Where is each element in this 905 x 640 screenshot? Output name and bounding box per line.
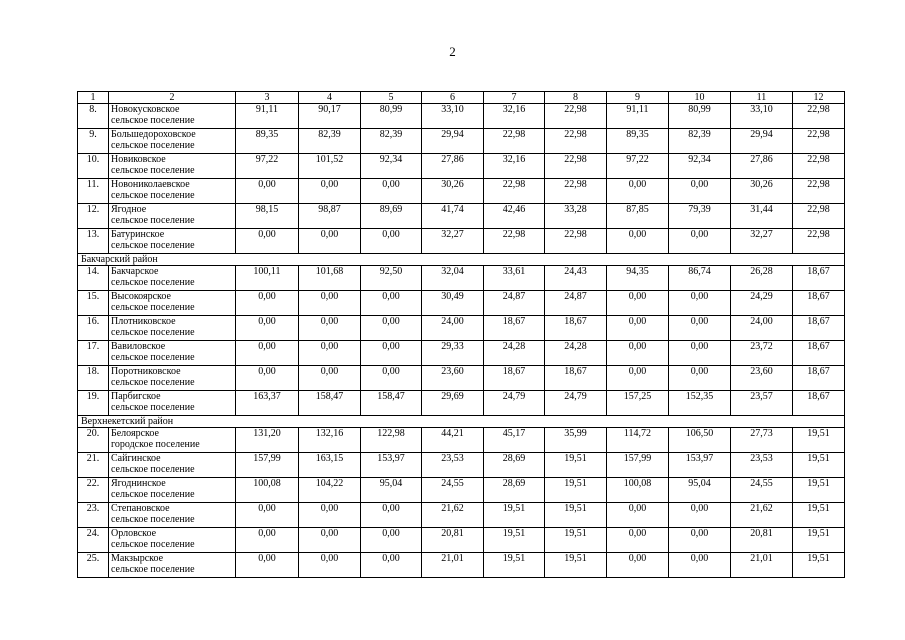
settlement-name-line: сельское поселение — [111, 215, 195, 226]
value-cell: 22,98 — [545, 154, 607, 179]
table-row — [78, 341, 845, 366]
row-number: 23. — [78, 503, 109, 528]
row-number: 9. — [78, 129, 109, 154]
settlement-name-line: сельское поселение — [111, 377, 195, 388]
settlement-name — [109, 528, 236, 553]
row-number: 24. — [78, 528, 109, 553]
value-cell: 32,27 — [422, 229, 484, 254]
value-cell: 0,00 — [607, 179, 669, 204]
value-cell: 24,87 — [545, 291, 607, 316]
value-cell: 18,67 — [484, 316, 545, 341]
table-row — [78, 129, 845, 154]
value-cell: 82,39 — [669, 129, 731, 154]
value-cell: 22,98 — [545, 229, 607, 254]
row-number: 14. — [78, 266, 109, 291]
value-cell: 90,17 — [299, 104, 361, 129]
value-cell: 0,00 — [361, 528, 422, 553]
row-number: 17. — [78, 341, 109, 366]
value-cell: 35,99 — [545, 428, 607, 453]
value-cell: 0,00 — [299, 528, 361, 553]
settlement-name-line: сельское поселение — [111, 564, 195, 575]
value-cell: 101,52 — [299, 154, 361, 179]
settlement-name-line: Макзырское — [111, 553, 164, 564]
value-cell: 23,53 — [422, 453, 484, 478]
value-cell: 0,00 — [236, 503, 299, 528]
value-cell: 97,22 — [607, 154, 669, 179]
value-cell: 23,53 — [731, 453, 793, 478]
value-cell: 131,20 — [236, 428, 299, 453]
column-header: 1 — [78, 92, 109, 104]
value-cell: 44,21 — [422, 428, 484, 453]
settlement-name — [109, 391, 236, 416]
settlement-name-line: Сайгинское — [111, 453, 161, 464]
value-cell: 100,08 — [607, 478, 669, 503]
value-cell: 18,67 — [545, 316, 607, 341]
value-cell: 152,35 — [669, 391, 731, 416]
column-header: 11 — [731, 92, 793, 104]
value-cell: 92,50 — [361, 266, 422, 291]
value-cell: 23,60 — [731, 366, 793, 391]
row-number: 8. — [78, 104, 109, 129]
value-cell: 89,35 — [607, 129, 669, 154]
value-cell: 22,98 — [793, 129, 845, 154]
settlement-name — [109, 453, 236, 478]
value-cell: 0,00 — [299, 179, 361, 204]
settlement-name-line: Большедороховское — [111, 129, 196, 140]
value-cell: 20,81 — [731, 528, 793, 553]
value-cell: 132,16 — [299, 428, 361, 453]
value-cell: 19,51 — [484, 503, 545, 528]
value-cell: 87,85 — [607, 204, 669, 229]
settlement-name-line: Вавиловское — [111, 341, 166, 352]
value-cell: 24,00 — [422, 316, 484, 341]
value-cell: 22,98 — [545, 129, 607, 154]
value-cell: 23,60 — [422, 366, 484, 391]
page-number: 2 — [449, 44, 456, 59]
value-cell: 158,47 — [299, 391, 361, 416]
settlement-name-line: Парбигское — [111, 391, 161, 402]
settlement-name-line: сельское поселение — [111, 489, 195, 500]
settlement-name — [109, 341, 236, 366]
value-cell: 32,27 — [731, 229, 793, 254]
value-cell: 22,98 — [484, 229, 545, 254]
value-cell: 23,72 — [731, 341, 793, 366]
value-cell: 19,51 — [545, 478, 607, 503]
value-cell: 163,15 — [299, 453, 361, 478]
table-row — [78, 391, 845, 416]
value-cell: 22,98 — [793, 229, 845, 254]
value-cell: 92,34 — [361, 154, 422, 179]
value-cell: 91,11 — [607, 104, 669, 129]
row-number: 12. — [78, 204, 109, 229]
value-cell: 122,98 — [361, 428, 422, 453]
column-header: 2 — [109, 92, 236, 104]
value-cell: 0,00 — [669, 291, 731, 316]
row-number: 21. — [78, 453, 109, 478]
value-cell: 18,67 — [793, 366, 845, 391]
settlement-name-line: сельское поселение — [111, 514, 195, 525]
value-cell: 32,16 — [484, 104, 545, 129]
value-cell: 97,22 — [236, 154, 299, 179]
value-cell: 30,26 — [422, 179, 484, 204]
row-number: 18. — [78, 366, 109, 391]
value-cell: 0,00 — [607, 366, 669, 391]
value-cell: 19,51 — [545, 453, 607, 478]
value-cell: 30,26 — [731, 179, 793, 204]
value-cell: 19,51 — [484, 553, 545, 578]
settlement-name — [109, 204, 236, 229]
value-cell: 100,08 — [236, 478, 299, 503]
value-cell: 45,17 — [484, 428, 545, 453]
header-row — [78, 92, 845, 104]
value-cell: 27,86 — [422, 154, 484, 179]
table-row — [78, 316, 845, 341]
value-cell: 23,57 — [731, 391, 793, 416]
value-cell: 19,51 — [793, 453, 845, 478]
settlement-name — [109, 503, 236, 528]
value-cell: 95,04 — [669, 478, 731, 503]
value-cell: 0,00 — [299, 229, 361, 254]
value-cell: 22,98 — [793, 179, 845, 204]
value-cell: 82,39 — [299, 129, 361, 154]
settlement-name-line: городское поселение — [111, 439, 200, 450]
value-cell: 92,34 — [669, 154, 731, 179]
value-cell: 32,04 — [422, 266, 484, 291]
value-cell: 19,51 — [793, 478, 845, 503]
value-cell: 33,10 — [731, 104, 793, 129]
value-cell: 22,98 — [484, 129, 545, 154]
settlement-name — [109, 428, 236, 453]
value-cell: 24,43 — [545, 266, 607, 291]
value-cell: 19,51 — [793, 528, 845, 553]
settlement-name-line: сельское поселение — [111, 464, 195, 475]
table-row — [78, 179, 845, 204]
value-cell: 157,99 — [607, 453, 669, 478]
value-cell: 98,87 — [299, 204, 361, 229]
column-header: 3 — [236, 92, 299, 104]
settlement-name-line: сельское поселение — [111, 539, 195, 550]
value-cell: 158,47 — [361, 391, 422, 416]
value-cell: 18,67 — [545, 366, 607, 391]
settlement-name-line: Плотниковское — [111, 316, 176, 327]
value-cell: 0,00 — [236, 316, 299, 341]
settlement-name-line: сельское поселение — [111, 277, 195, 288]
value-cell: 42,46 — [484, 204, 545, 229]
column-header: 12 — [793, 92, 845, 104]
value-cell: 19,51 — [793, 428, 845, 453]
value-cell: 153,97 — [361, 453, 422, 478]
value-cell: 153,97 — [669, 453, 731, 478]
value-cell: 19,51 — [793, 553, 845, 578]
value-cell: 24,79 — [484, 391, 545, 416]
table-row — [78, 528, 845, 553]
value-cell: 89,69 — [361, 204, 422, 229]
value-cell: 24,28 — [484, 341, 545, 366]
value-cell: 0,00 — [669, 528, 731, 553]
settlement-name — [109, 478, 236, 503]
settlement-name-line: сельское поселение — [111, 327, 195, 338]
value-cell: 0,00 — [299, 291, 361, 316]
value-cell: 29,94 — [731, 129, 793, 154]
value-cell: 0,00 — [361, 229, 422, 254]
value-cell: 0,00 — [361, 316, 422, 341]
column-header: 7 — [484, 92, 545, 104]
value-cell: 22,98 — [545, 104, 607, 129]
value-cell: 29,33 — [422, 341, 484, 366]
value-cell: 0,00 — [299, 341, 361, 366]
value-cell: 18,67 — [793, 266, 845, 291]
settlement-name-line: Новиковское — [111, 154, 166, 165]
value-cell: 114,72 — [607, 428, 669, 453]
settlement-name-line: сельское поселение — [111, 115, 195, 126]
value-cell: 0,00 — [361, 503, 422, 528]
value-cell: 24,55 — [731, 478, 793, 503]
row-number: 16. — [78, 316, 109, 341]
value-cell: 157,99 — [236, 453, 299, 478]
value-cell: 19,51 — [545, 528, 607, 553]
value-cell: 18,67 — [793, 391, 845, 416]
district-label: Бакчарский район — [78, 254, 845, 266]
district-group-row — [78, 254, 845, 266]
settlement-name-line: Ягоднинское — [111, 478, 166, 489]
row-number: 13. — [78, 229, 109, 254]
value-cell: 24,79 — [545, 391, 607, 416]
settlement-name — [109, 179, 236, 204]
value-cell: 19,51 — [484, 528, 545, 553]
value-cell: 95,04 — [361, 478, 422, 503]
settlement-name — [109, 553, 236, 578]
value-cell: 21,01 — [731, 553, 793, 578]
value-cell: 104,22 — [299, 478, 361, 503]
table-row — [78, 428, 845, 453]
settlement-name-line: Орловское — [111, 528, 157, 539]
table-row — [78, 291, 845, 316]
value-cell: 0,00 — [361, 291, 422, 316]
settlement-name — [109, 104, 236, 129]
value-cell: 41,74 — [422, 204, 484, 229]
value-cell: 157,25 — [607, 391, 669, 416]
district-label: Верхнекетский район — [78, 416, 845, 428]
value-cell: 80,99 — [669, 104, 731, 129]
value-cell: 101,68 — [299, 266, 361, 291]
value-cell: 33,10 — [422, 104, 484, 129]
value-cell: 21,01 — [422, 553, 484, 578]
row-number: 20. — [78, 428, 109, 453]
value-cell: 98,15 — [236, 204, 299, 229]
table-row — [78, 478, 845, 503]
column-header: 9 — [607, 92, 669, 104]
value-cell: 28,69 — [484, 478, 545, 503]
table-row — [78, 104, 845, 129]
value-cell: 21,62 — [731, 503, 793, 528]
value-cell: 22,98 — [545, 179, 607, 204]
value-cell: 0,00 — [607, 291, 669, 316]
settlement-name — [109, 229, 236, 254]
table-row — [78, 503, 845, 528]
value-cell: 0,00 — [236, 553, 299, 578]
value-cell: 0,00 — [236, 528, 299, 553]
value-cell: 22,98 — [793, 204, 845, 229]
value-cell: 0,00 — [236, 291, 299, 316]
settlement-name-line: Батуринское — [111, 229, 165, 240]
settlement-name-line: сельское поселение — [111, 190, 195, 201]
value-cell: 24,29 — [731, 291, 793, 316]
value-cell: 0,00 — [361, 341, 422, 366]
value-cell: 0,00 — [299, 553, 361, 578]
value-cell: 82,39 — [361, 129, 422, 154]
settlement-name — [109, 129, 236, 154]
value-cell: 22,98 — [793, 154, 845, 179]
settlement-name-line: Ягодное — [111, 204, 147, 215]
value-cell: 0,00 — [669, 553, 731, 578]
settlement-name-line: сельское поселение — [111, 165, 195, 176]
value-cell: 18,67 — [793, 291, 845, 316]
value-cell: 163,37 — [236, 391, 299, 416]
value-cell: 21,62 — [422, 503, 484, 528]
row-number: 19. — [78, 391, 109, 416]
settlement-name — [109, 316, 236, 341]
column-header: 5 — [361, 92, 422, 104]
value-cell: 18,67 — [793, 341, 845, 366]
district-group-row — [78, 416, 845, 428]
value-cell: 0,00 — [361, 553, 422, 578]
table-row — [78, 204, 845, 229]
value-cell: 19,51 — [793, 503, 845, 528]
value-cell: 100,11 — [236, 266, 299, 291]
value-cell: 0,00 — [669, 316, 731, 341]
value-cell: 24,00 — [731, 316, 793, 341]
settlement-name-line: сельское поселение — [111, 402, 195, 413]
value-cell: 18,67 — [484, 366, 545, 391]
value-cell: 32,16 — [484, 154, 545, 179]
settlement-name-line: Белоярское — [111, 428, 159, 439]
table-body — [78, 92, 845, 578]
value-cell: 27,86 — [731, 154, 793, 179]
row-number: 15. — [78, 291, 109, 316]
value-cell: 22,98 — [793, 104, 845, 129]
settlement-name-line: Высокоярское — [111, 291, 171, 302]
value-cell: 0,00 — [607, 316, 669, 341]
column-header: 10 — [669, 92, 731, 104]
value-cell: 0,00 — [669, 179, 731, 204]
value-cell: 28,69 — [484, 453, 545, 478]
settlement-name — [109, 266, 236, 291]
settlement-name-line: Степановское — [111, 503, 170, 514]
value-cell: 29,69 — [422, 391, 484, 416]
value-cell: 91,11 — [236, 104, 299, 129]
table-row — [78, 553, 845, 578]
value-cell: 29,94 — [422, 129, 484, 154]
value-cell: 0,00 — [361, 366, 422, 391]
settlement-name-line: Поротниковское — [111, 366, 181, 377]
value-cell: 80,99 — [361, 104, 422, 129]
value-cell: 22,98 — [484, 179, 545, 204]
table-row — [78, 366, 845, 391]
settlement-name — [109, 366, 236, 391]
value-cell: 94,35 — [607, 266, 669, 291]
value-cell: 0,00 — [299, 503, 361, 528]
settlement-name-line: Новониколаевское — [111, 179, 190, 190]
value-cell: 0,00 — [236, 179, 299, 204]
value-cell: 0,00 — [607, 229, 669, 254]
table-row — [78, 154, 845, 179]
value-cell: 20,81 — [422, 528, 484, 553]
value-cell: 86,74 — [669, 266, 731, 291]
value-cell: 0,00 — [361, 179, 422, 204]
value-cell: 79,39 — [669, 204, 731, 229]
settlement-name-line: сельское поселение — [111, 240, 195, 251]
row-number: 10. — [78, 154, 109, 179]
value-cell: 0,00 — [236, 229, 299, 254]
row-number: 25. — [78, 553, 109, 578]
settlement-name-line: Новокусковское — [111, 104, 180, 115]
value-cell: 31,44 — [731, 204, 793, 229]
settlement-name — [109, 291, 236, 316]
settlement-name-line: сельское поселение — [111, 140, 195, 151]
value-cell: 106,50 — [669, 428, 731, 453]
value-cell: 0,00 — [236, 341, 299, 366]
value-cell: 19,51 — [545, 503, 607, 528]
value-cell: 0,00 — [669, 503, 731, 528]
table-row — [78, 229, 845, 254]
value-cell: 0,00 — [607, 503, 669, 528]
value-cell: 19,51 — [545, 553, 607, 578]
tariff-table — [77, 91, 845, 578]
row-number: 22. — [78, 478, 109, 503]
value-cell: 33,28 — [545, 204, 607, 229]
value-cell: 0,00 — [299, 366, 361, 391]
settlement-name — [109, 154, 236, 179]
value-cell: 24,28 — [545, 341, 607, 366]
value-cell: 0,00 — [236, 366, 299, 391]
row-number: 11. — [78, 179, 109, 204]
value-cell: 0,00 — [607, 341, 669, 366]
table-row — [78, 453, 845, 478]
value-cell: 0,00 — [299, 316, 361, 341]
column-header: 6 — [422, 92, 484, 104]
column-header: 4 — [299, 92, 361, 104]
value-cell: 27,73 — [731, 428, 793, 453]
table-row — [78, 266, 845, 291]
value-cell: 24,55 — [422, 478, 484, 503]
value-cell: 30,49 — [422, 291, 484, 316]
value-cell: 33,61 — [484, 266, 545, 291]
value-cell: 18,67 — [793, 316, 845, 341]
value-cell: 0,00 — [669, 366, 731, 391]
column-header: 8 — [545, 92, 607, 104]
value-cell: 24,87 — [484, 291, 545, 316]
settlement-name-line: сельское поселение — [111, 352, 195, 363]
value-cell: 0,00 — [607, 528, 669, 553]
value-cell: 0,00 — [607, 553, 669, 578]
value-cell: 26,28 — [731, 266, 793, 291]
value-cell: 0,00 — [669, 229, 731, 254]
value-cell: 0,00 — [669, 341, 731, 366]
settlement-name-line: Бакчарское — [111, 266, 159, 277]
settlement-name-line: сельское поселение — [111, 302, 195, 313]
value-cell: 89,35 — [236, 129, 299, 154]
